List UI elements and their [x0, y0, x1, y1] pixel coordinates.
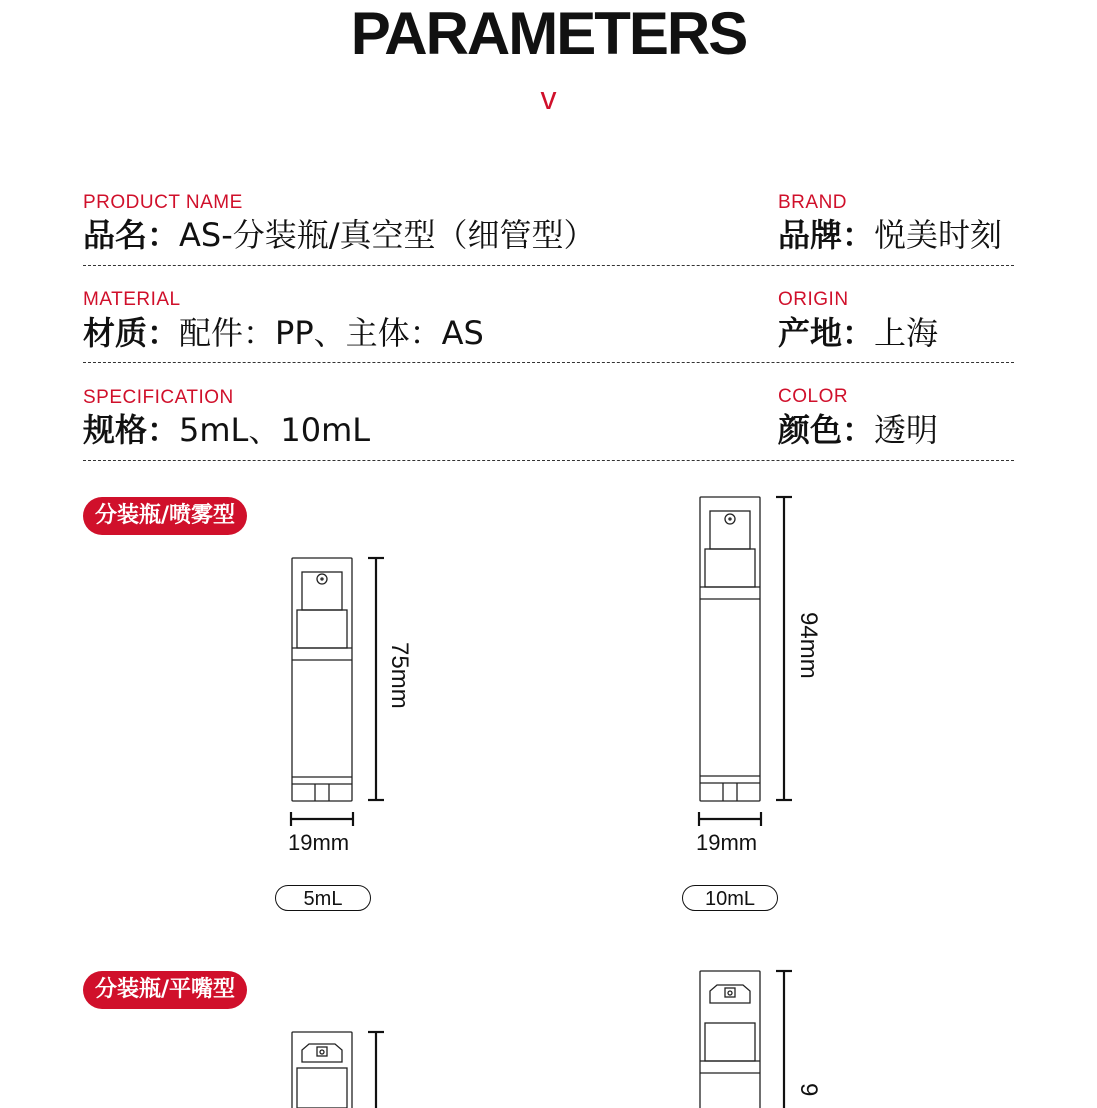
divider — [83, 265, 1014, 266]
color-value — [778, 411, 938, 449]
flat-bottle-small-drawing — [285, 1028, 395, 1108]
width-dimension-5ml: 19mm — [288, 830, 350, 855]
brand-key: 品牌： — [778, 216, 875, 254]
capacity-badge-5ml: 5mL — [275, 885, 371, 911]
material-value — [83, 314, 484, 352]
specification-value — [83, 411, 370, 449]
capacity-badge-10ml: 10mL — [682, 885, 778, 911]
width-dimension-line-10ml — [697, 810, 765, 828]
brand-value — [778, 216, 1002, 254]
height-dimension-flat-large: 9 — [795, 1083, 822, 1097]
brand-label: BRAND — [778, 192, 848, 213]
spray-bottle-5ml-drawing — [285, 555, 395, 805]
divider — [83, 362, 1014, 363]
origin-label: ORIGIN — [778, 289, 849, 310]
page-title: PARAMETERS — [350, 0, 747, 67]
spray-bottle-10ml-drawing — [693, 494, 803, 806]
material-label: MATERIAL — [83, 289, 181, 310]
section-tag-spray: 分装瓶/喷雾型 — [83, 497, 247, 535]
product-name-text: AS-分装瓶/真空型（细管型） — [179, 216, 596, 254]
width-dimension-line-5ml — [289, 810, 357, 828]
material-key: 材质： — [83, 314, 180, 352]
width-dimension-10ml: 19mm — [696, 830, 758, 855]
divider — [83, 460, 1014, 461]
specification-key: 规格： — [83, 411, 180, 449]
specification-label: SPECIFICATION — [83, 387, 234, 408]
material-text: 配件：PP、主体：AS — [179, 314, 484, 352]
origin-key: 产地： — [778, 314, 875, 352]
specification-text: 5mL、10mL — [179, 411, 371, 449]
origin-value — [778, 314, 938, 352]
height-dimension-5ml: 75mm — [386, 642, 413, 709]
origin-text: 上海 — [874, 314, 939, 352]
section-tag-flat: 分装瓶/平嘴型 — [83, 971, 247, 1009]
product-name-value — [83, 216, 596, 254]
brand-text: 悦美时刻 — [874, 216, 1003, 254]
height-dimension-10ml: 94mm — [795, 612, 822, 679]
color-label: COLOR — [778, 386, 849, 407]
product-name-key: 品名： — [83, 216, 180, 254]
flat-bottle-large-drawing — [693, 967, 803, 1107]
color-text: 透明 — [874, 411, 939, 449]
chevron-down-icon: v — [540, 80, 557, 116]
color-key: 颜色： — [778, 411, 875, 449]
product-name-label: PRODUCT NAME — [83, 192, 243, 213]
